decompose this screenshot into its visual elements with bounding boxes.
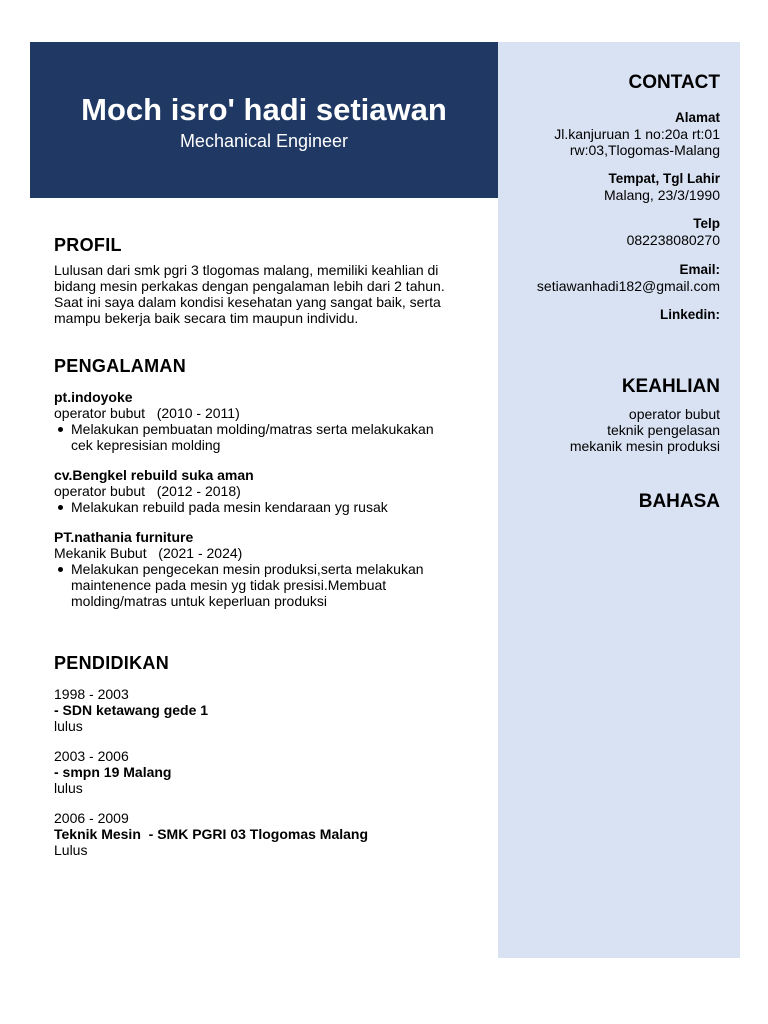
birth-block: [500, 171, 720, 203]
job-position: operator bubut (2012 - 2018): [54, 483, 241, 499]
education-years: 2006 - 2009: [54, 810, 129, 826]
language-heading: BAHASA: [638, 491, 720, 512]
email-block: [500, 262, 720, 294]
job-entry: [54, 467, 484, 515]
profile-line: bidang mesin perkakas dengan pengalaman lebih dari 2 tahun.: [54, 278, 445, 294]
job-bullet-line: cek kepresisian molding: [71, 437, 221, 453]
profile-line: Lulusan dari smk pgri 3 tlogomas malang, memiliki keahlian di: [54, 262, 439, 278]
experience-section: [54, 355, 484, 609]
birth-value: Malang, 23/3/1990: [604, 187, 720, 203]
education-school: - SDN ketawang gede 1: [54, 702, 209, 718]
address-label: Alamat: [674, 110, 720, 125]
job-bullet-line: Melakukan pembuatan molding/matras serta melakukakan: [71, 421, 434, 437]
phone-label: Telp: [693, 216, 720, 231]
phone-value: 082238080270: [626, 232, 720, 248]
education-entry: [54, 686, 484, 734]
skill-item: teknik pengelasan: [607, 422, 720, 438]
job-bullet-line: Melakukan pengecekan mesin produksi,serta melakukan: [71, 561, 424, 577]
job-company: pt.indoyoke: [54, 389, 133, 405]
education-years: 1998 - 2003: [54, 686, 129, 702]
profile-line: Saat ini saya dalam kondisi kesehatan yang sangat baik, serta: [54, 294, 441, 310]
job-company: cv.Bengkel rebuild suka aman: [54, 467, 254, 483]
profile-heading: PROFIL: [54, 235, 122, 255]
skills-heading: KEAHLIAN: [621, 376, 720, 397]
profile-line: mampu bekerja baik secara tim maupun individu.: [54, 310, 359, 326]
education-status: lulus: [54, 780, 83, 796]
profile-text: [54, 262, 484, 326]
job-company: PT.nathania furniture: [54, 529, 194, 545]
education-heading: PENDIDIKAN: [54, 653, 170, 673]
education-years: 2003 - 2006: [54, 748, 129, 764]
linkedin-label: Linkedin:: [660, 307, 720, 322]
birth-label: Tempat, Tgl Lahir: [608, 171, 720, 186]
education-school: Teknik Mesin - SMK PGRI 03 Tlogomas Malang: [54, 826, 369, 842]
education-section: [54, 652, 484, 858]
job-title: Mechanical Engineer: [179, 131, 349, 151]
email-label: Email:: [679, 262, 720, 277]
job-bullet: [54, 421, 484, 453]
education-school: - smpn 19 Malang: [54, 764, 172, 780]
experience-heading: PENGALAMAN: [54, 356, 186, 376]
education-entry: [54, 810, 484, 858]
education-entry: [54, 748, 484, 796]
address-block: [500, 110, 720, 158]
job-position: operator bubut (2010 - 2011): [54, 405, 240, 421]
email-value: setiawanhadi182@gmail.com: [536, 278, 720, 294]
resume-header: [30, 42, 498, 198]
profile-section: [54, 234, 484, 326]
job-position: Mekanik Bubut (2021 - 2024): [54, 545, 243, 561]
skills-list: [500, 406, 720, 454]
job-bullet: [54, 561, 484, 609]
phone-block: [500, 216, 720, 248]
job-bullet: [54, 499, 484, 515]
contact-heading: CONTACT: [628, 72, 720, 93]
linkedin-block: [500, 307, 720, 323]
job-bullet-line: molding/matras untuk keperluan produksi: [71, 593, 328, 609]
job-bullet-line: Melakukan rebuild pada mesin kendaraan yg rusak: [71, 499, 388, 515]
address-line-1: Jl.kanjuruan 1 no:20a rt:01: [554, 126, 720, 142]
skill-item: mekanik mesin produksi: [569, 438, 720, 454]
address-line-2: rw:03,Tlogomas-Malang: [569, 142, 720, 158]
skill-item: operator bubut: [628, 406, 720, 422]
job-bullet-line: maintenence pada mesin yg tidak presisi.Membuat: [71, 577, 387, 593]
job-entry: [54, 529, 484, 609]
job-entry: [54, 389, 484, 453]
person-name: Moch isro' hadi setiawan: [81, 92, 447, 127]
education-status: Lulus: [54, 842, 88, 858]
education-status: lulus: [54, 718, 83, 734]
contact-sidebar: [498, 42, 740, 958]
